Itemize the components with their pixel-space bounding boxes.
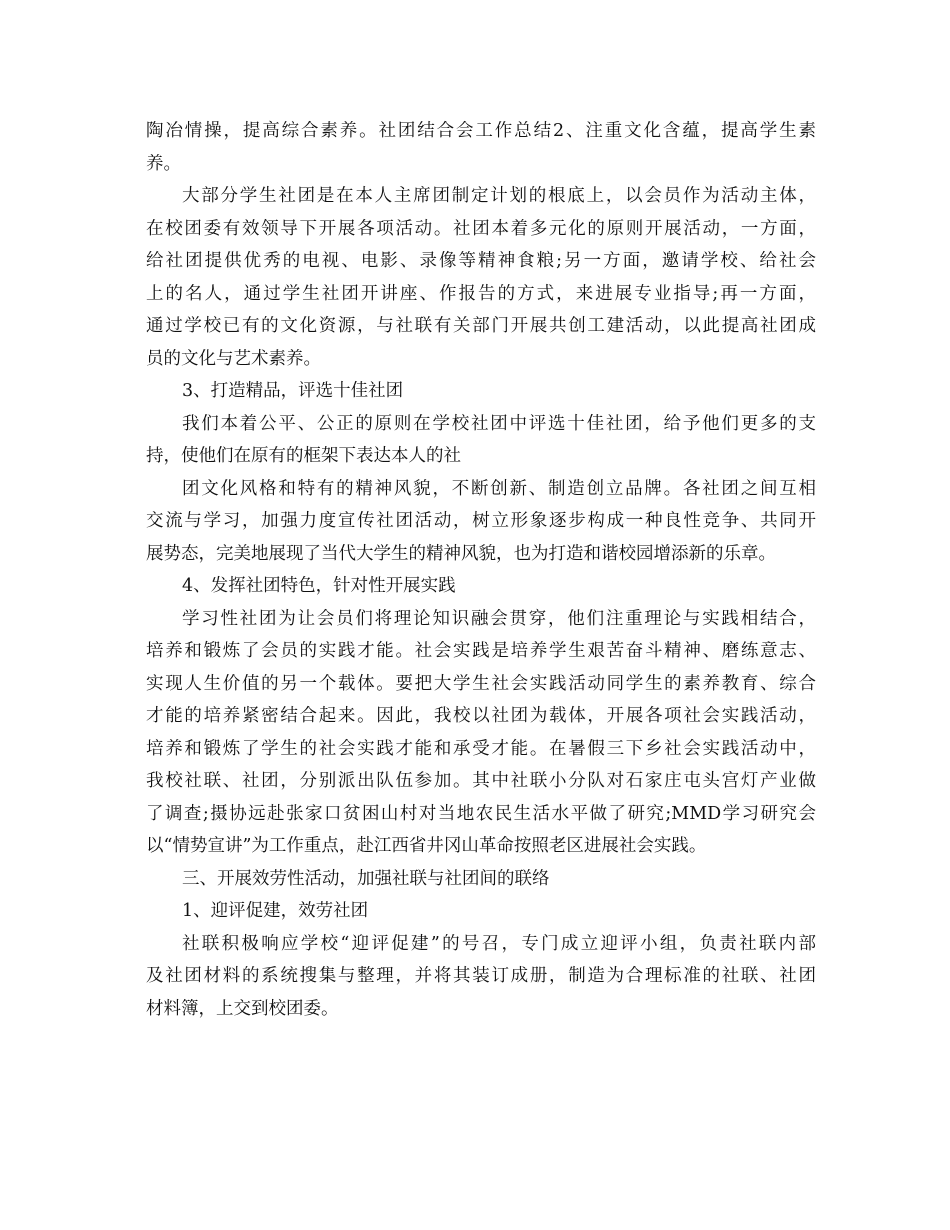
section-heading: 3、打造精品，评选十佳社团	[182, 381, 404, 401]
text-line: 上的名人，通过学生社团开讲座、作报告的方式，来进展专业指导;再一方面，	[146, 283, 816, 304]
text-line: 员的文化与艺术素养。	[146, 348, 321, 369]
text-line: 团文化风格和特有的精神风貌，不断创新、制造创立品牌。各社团之间互相	[182, 478, 816, 499]
text-line: 以“情势宣讲”为工作重点，赴江西省井冈山革命按照老区进展社会实践。	[146, 836, 707, 856]
text-line: 培养和锻炼了会员的实践才能。社会实践是培养学生艰苦奋斗精神、磨练意志、	[146, 641, 816, 661]
section-heading: 1、迎评促建，效劳社团	[182, 901, 369, 921]
text-line: 实现人生价值的另一个载体。要把大学生社会实践活动同学生的素养教育、综合	[146, 673, 816, 694]
document-body	[146, 115, 816, 1025]
text-line: 持，使他们在原有的框架下表达本人的社	[146, 446, 461, 466]
text-line: 展势态，完美地展现了当代大学生的精神风貌，也为打造和谐校园增添新的乐章。	[146, 543, 776, 564]
text-line: 大部分学生社团是在本人主席团制定计划的根底上，以会员作为活动主体，	[182, 186, 816, 206]
text-line: 才能的培养紧密结合起来。因此，我校以社团为载体，开展各项社会实践活动，	[146, 706, 816, 726]
text-line: 了调查;摄协远赴张家口贫困山村对当地农民生活水平做了研究;MMD学习研究会	[146, 803, 816, 824]
text-line: 养。	[146, 153, 181, 174]
text-line: 交流与学习，加强力度宣传社团活动，树立形象逐步构成一种良性竞争、共同开	[146, 511, 816, 531]
text-line: 材料簿，上交到校团委。	[146, 998, 339, 1019]
section-heading: 三、开展效劳性活动，加强社联与社团间的联络	[182, 868, 550, 889]
text-line: 在校团委有效领导下开展各项活动。社团本着多元化的原则开展活动，一方面，	[146, 218, 816, 239]
text-line: 通过学校已有的文化资源，与社联有关部门开展共创工建活动，以此提高社团成	[146, 316, 816, 336]
text-line: 培养和锻炼了学生的社会实践才能和承受才能。在暑假三下乡社会实践活动中，	[146, 738, 816, 759]
text-line: 我校社联、社团，分别派出队伍参加。其中社联小分队对石家庄屯头宫灯产业做	[146, 771, 816, 791]
text-line: 及社团材料的系统搜集与整理，并将其装订成册，制造为合理标准的社联、社团	[146, 966, 816, 986]
text-line: 我们本着公平、公正的原则在学校社团中评选十佳社团，给予他们更多的支	[182, 413, 816, 434]
text-line: 学习性社团为让会员们将理论知识融会贯穿，他们注重理论与实践相结合，	[182, 608, 816, 629]
text-line: 给社团提供优秀的电视、电影、录像等精神食粮;另一方面，邀请学校、给社会	[146, 251, 816, 271]
text-line: 社联积极响应学校“迎评促建”的号召，专门成立迎评小组，负责社联内部	[182, 933, 816, 954]
section-heading: 4、发挥社团特色，针对性开展实践	[182, 576, 456, 596]
text-line: 陶冶情操，提高综合素养。社团结合会工作总结2、注重文化含蕴，提高学生素	[146, 121, 816, 141]
